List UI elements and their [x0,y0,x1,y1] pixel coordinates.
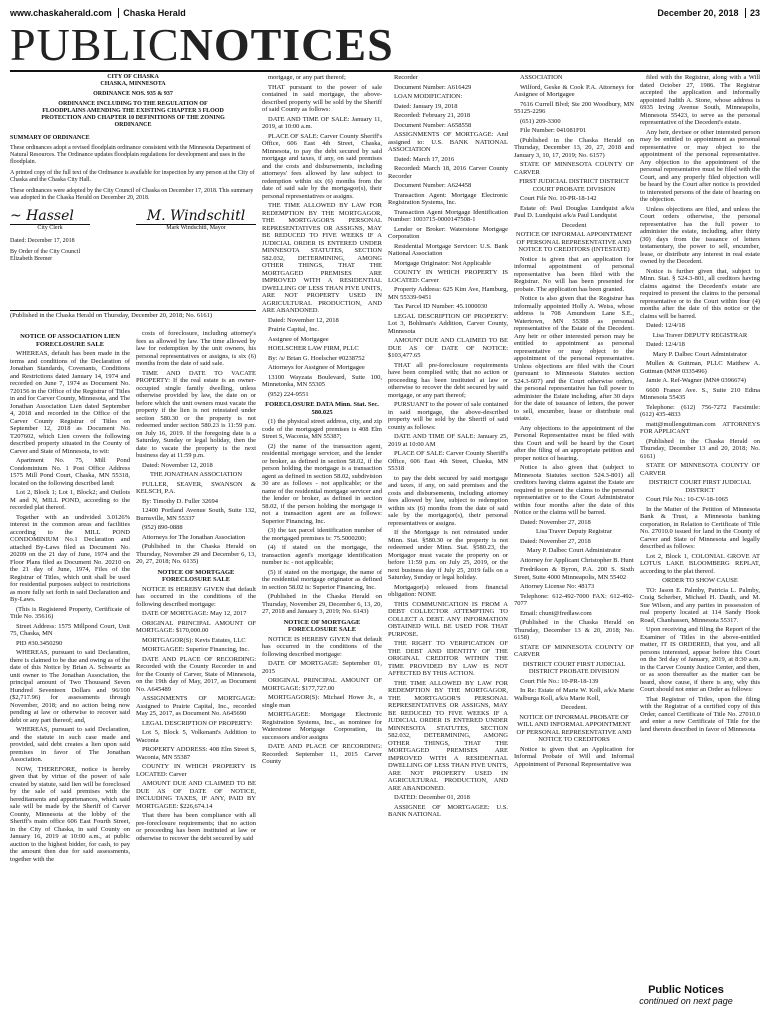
notice-paragraph: DATE AND TIME OF SALE: January 25, 2019 at 10:00 AM [388,433,508,448]
notice-paragraph: Together with an undivided 3.0126% interest in the common areas and facilities according to the MILL POND CONDOMINIUM No.1 Declaration and attached By-Laws filed as Document No. 20209 on the 21 day of June, 1974 and the Floor Plans filed as Document No. 20210 on the 21 day of June, 1974, Files of the Registrar of Titles, which unit shall be used for residential purposes subject to restrictions as more fully set forth in said Declaration and By-Laws. [10,513,130,603]
notice-paragraph: THAT all pre-foreclosure requirements have been complied with; that no action or proceeding has been instituted at law or otherwise to recover the debt secured by said mortgage, or any part thereof; [388,361,508,399]
notice-paragraph: WHEREAS, pursuant to said Declaration, there is claimed to be due and owing as of the date of this Notice by Brian A. Schwartz as unit owner to The Jonathan Association, the principal amount of Two Thousand Seven Hundred Seventeen Dollars and 96/100 ($2,717.96) for assessments through November, 2018; and no action being now pending at law or otherwise to recover said debt or any part thereof; and, [10,649,130,724]
notice-paragraph: STATE OF MINNESOTA COUNTY OF CARVER [514,161,634,176]
ordinance-published: (Published in the Chaska Herald on Thursday, December 20, 2018; No. 6161) [10,312,213,319]
notice-paragraph: NOTICE OF INFORMAL PROBATE OF WILL AND INFORMAL APPOINTMENT OF PERSONAL REPRESENTATIVE AND NOTICE TO CREDITORS [516,713,632,743]
notice-paragraph: PLACE OF SALE: Carver County Sheriff's Office, 606 East 4th Street, Chaska, Minnesota, to pay the debt secured by said mortgage and taxes, if any, on said premises and the costs and disbursements, including attorneys' fees allowed by law subject to redemption within six (6) months from the date of said sale by the mortgagor(s), their personal representatives or assigns. [262,132,382,200]
column-4 [388,74,508,1018]
notice-paragraph: THE TIME ALLOWED BY LAW FOR REDEMPTION BY THE MORTGAGOR, THE MORTGAGOR'S PERSONAL REPRESENTATIVES OR ASSIGNS, MAY BE REDUCED TO FIVE WEEKS IF A JUDICIAL ORDER IS ENTERED UNDER MINNESOTA STATUTES, SECTION 582.032, DETERMINING, AMONG OTHER THINGS, THAT THE MORTGAGED PREMISES ARE IMPROVED WITH A RESIDENTIAL DWELLING OF LESS THAN FIVE UNITS, ARE NOT PROPERTY USED IN AGRICULTURAL PRODUCTION, AND ARE ABANDONED. [262,202,382,314]
notice-paragraph: Dated: 12/4/18 [646,341,685,348]
ordinance-number: ORDINANCE NOS. 935 & 937 [93,91,173,97]
clerk-signature: ~ Hassel [10,208,74,224]
notice-paragraph: matt@mullenguttman.com ATTORNEYS FOR APPLICANT [640,420,760,435]
notice-paragraph: Attorney License No: 48173 [520,583,595,590]
summary-heading: SUMMARY OF ORDINANCE [10,135,90,141]
notice-paragraph: Decedent. [560,704,588,711]
notice-paragraph: mortgage, or any part thereof; [268,74,346,81]
notice-paragraph: 13100 Wayzata Boulevard, Suite 100, Minnetonka, MN 55305 [262,373,382,388]
column-2 [136,330,256,1020]
notice-paragraph: MORTGAGOR(S): Michael Howe Jr., a single man [262,694,382,709]
notice-paragraph: By: /s/ Brian G. Hoelscher #0238752 [268,354,365,362]
clerk-name: Elizabeth Bremer [10,256,53,262]
notice-paragraph: (952) 224-9551 [268,390,309,398]
notice-paragraph: 7616 Currell Blvd; Ste 200 Woodbury, MN 55125-2296 [514,100,634,115]
notice-paragraph: ASSIGNMENTS OF MORTGAGE: Assigned to Prairie Capital, Inc., recorded May 25, 2017, as Document No. A645690 [136,695,256,717]
notice-paragraph: DATE AND PLACE OF RECORDING: Recorded with the County Recorder in and for the County of Carver, State of Minnesota, on the 19th day of May, 2017, as Document No. A645489 [136,655,256,693]
notice-paragraph: Any objections to the appointment of the Personal Representative must be filed with this Court and will be heard by the Court after the filing of an appropriate petition and proper notice of hearing. [514,424,634,462]
notice-paragraph: MORTGAGEE: Superior Financing, Inc. [142,646,250,653]
ordinance-dated: Dated: December 17, 2018 [10,238,75,244]
notice-paragraph: Apartment No. 75, Mill Pond Condominium No. 1 Post Office Address 1575 Mill Pond Court, Chaska, MN 55318, located on the following described land: [10,457,130,487]
notice-paragraph: (Published in the Chaska Herald on Thursday, December 13 & 20, 2018; No. 6158) [514,619,634,641]
notice-paragraph: LEGAL DESCRIPTION OF PROPERTY: [142,719,253,727]
notice-paragraph: Street Address: 1575 Millpond Court, Unit 75, Chaska, MN [10,622,130,637]
notice-paragraph: Mary P. Dalbec Court Administrator [652,350,748,358]
notice-paragraph: (Published in the Chaska Herald on Thursday, December 13 and 20, 2018; No. 6161) [640,437,760,460]
notice-paragraph: Dated: 12/4/18 [646,322,685,329]
notice-paragraph: Mortgage Originator: Not Applicable [394,259,491,267]
notice-paragraph: THE RIGHT TO VERIFICATION OF THE DEBT AND IDENTITY OF THE ORIGINAL CREDITOR WITHIN THE TIME PROVIDED BY LAW IS NOT AFFECTED BY THIS ACTION. [388,640,508,677]
notice-paragraph: Recorder [394,74,418,81]
notice-paragraph: to pay the debt secured by said mortgage and taxes, if any, on said premises and the costs and disbursements, including attorney fees allowed by law, subject to redemption within six (6) months from the date of said sale by the mortgagor(s), their personal representatives or assigns. [388,474,508,527]
notice-paragraph: ORDER TO SHOW CAUSE [662,577,738,584]
notice-paragraph: Notice is also given that the Registrar has informally appointed Holly A. Weiss, whose address is 708 Amundson Lane S.E., Watertown, MN 55388 as personal representative of the Estate of the Decedent. Any heir or other interested person may be entitled to appointment as personal representative or may object to the appointment of the personal representative. Unless objections are filed with the Court (pursuant to Minnesota Statutes section 524.3-607) and the Court otherwise orders, the personal representative has full power to administer the Estate including, after 30 days for the date of issuance of letters, the power to sell, encumber, lease or distribute real estate. [514,295,634,422]
notice-paragraph: Court File No.: 10-CV-18-1065 [646,496,729,503]
notice-paragraph: Transaction Agent: Mortgage Electronic Registration Systems, Inc. [388,191,508,206]
page-number: 23 [749,8,760,18]
notice-paragraph: NOW, THEREFORE, notice is hereby given that by virtue of the power of sale created by statute, said lien will be foreclosed by the sale of said premises with the hereditaments and appurtenances, which said sale will be made by the Sheriff of Carver County, Minnesota at the lobby of the Sheriff's main office 606 East Fourth Street, in the City of Chaska, in said County on January 16, 2019 at 10:00 a.m., at public auction to the highest bidder, for cash, to pay the amount then due for said assessments, together with the [10,765,130,863]
notice-paragraph: AMOUNT DUE AND CLAIMED TO BE DUE AS OF DATE OF NOTICE: $103,477.65 [388,337,508,359]
continued-title: Public Notices [648,984,724,996]
notice-paragraph: Recorded: February 21, 2018 [394,112,471,119]
notice-paragraph: FIRST JUDICIAL DISTRICT DISTRICT COURT PROBATE DIVISION [519,178,629,193]
notice-paragraph: Telephone: (612) 756-7272 Facsimile: (612) 435-4833 [640,403,760,418]
notice-paragraph: Attorney for Applicant Christopher B. Hunt [520,556,634,564]
notice-paragraph: WHEREAS, default has been made in the terms and conditions of the Declaration of Jonathan Standards, Covenants, Conditions and Restrictions dated January 14, 1974 and recorded on June 7, 1974 as Document No. 720156 in the Office of the Registrar of Titles in and for Carver County, Minnesota, and The Jonathan Association Lien dated September 4, 2018 and recorded in the Office of the Carver County Registrar of Titles on September 12, 2018 as Document No. T207602, which Lien covers the following described property situated in the County of Carver and State of Minnesota, to wit: [10,350,130,455]
notice-heading: NOTICE OF MORTGAGE FORECLOSURE SALE [283,618,361,633]
notice-paragraph: PLACE OF SALE: Carver County Sheriff's Office, 606 East 4th Street, Chaska, MN 55318 [388,450,508,472]
notice-paragraph: AMOUNT DUE AND CLAIMED TO BE DUE AS OF DATE OF NOTICE, INCLUDING TAXES, IF ANY, PAID BY MORTGAGEE: $226,674.14 [136,780,256,810]
notice-paragraph: (3) the tax parcel identification number of the mortgaged premises is: 75.5000200; [262,527,382,542]
notice-paragraph: LEGAL DESCRIPTION OF PROPERTY: Lot 3, Bohlman's Addition, Carver County, Minnesota [388,312,508,335]
notice-paragraph: Dated: January 19, 2018 [394,102,458,110]
notice-paragraph: Residential Mortgage Servicer: U.S. Bank National Association [388,242,508,257]
mayor-label: Mark Windschitl, Mayor [136,224,256,232]
notice-paragraph: COUNTY IN WHICH PROPERTY IS LOCATED: Carver [136,763,256,778]
continued-subtitle: continued on next page [639,996,733,1006]
notice-paragraph: Notice is further given that, subject to Minn. Stat. § 524.3-801, all creditors having claims against the Decedent's estate are required to present the claims to the personal representative or to the Court within four (4) months after the date of this notice or the claims will be barred. [640,267,760,320]
notice-paragraph: Wilford, Geske & Cook P.A. Attorneys for Assignee of Mortgagee [514,83,634,98]
notice-paragraph: ASSIGNMENTS OF MORTGAGE: And assigned to: U.S. BANK NATIONAL ASSOCIATION [388,131,508,153]
notice-paragraph: (Published in the Chaska Herald on Thursday, December 13, 20, 27, 2018 and January 3, 10, 17, 2019; No. 6157) [514,136,634,159]
notice-paragraph: Assignee of Mortgagee [268,335,329,343]
notice-paragraph: DISTRICT COURT FIRST JUDICIAL DISTRICT [648,479,752,494]
column-6 [640,74,760,964]
notice-paragraph: COUNTY IN WHICH PROPERTY IS LOCATED: Carver [388,269,508,284]
notice-paragraph: File Number: 041081F01 [520,127,587,134]
notice-paragraph: Document Number: A658558 [394,121,472,129]
by-order: By Order of the City Council [10,249,81,255]
notice-paragraph: Notice is given that an application for informal appointment of personal representative has been filed with the Registrar. No will has been presented for probate. The application has been granted. [514,255,634,293]
notice-paragraph: Lot 2, Block 1; Lot 1, Block2; and Outlots M and N, MILL POND, according to the recorded plat thereof. [10,489,130,511]
masthead [10,20,760,72]
notice-paragraph: TIME AND DATE TO VACATE PROPERTY: If the real estate is an owner-occupied single family dwelling, unless otherwise provided by law, the date on or before which the unit owners must vacate the property if the lien is not reinstated under section 580.30 or the property is not redeemed under section 580.23 is 11:59 p.m. on July 16, 2019. If the foregoing date is a Saturday, Sunday or legal holiday, then the date to vacate the property is the next business day at 11:59 p.m. [136,369,256,459]
notice-paragraph: THIS COMMUNICATION IS FROM A DEBT COLLECTOR ATTEMPTING TO COLLECT A DEBT. ANY INFORMATION OBTAINED WILL BE USED FOR THAT PURPOSE. [388,600,508,638]
header-divider [118,8,119,18]
notice-paragraph: Lender or Broker: Waterstone Mortgage Corporation [388,225,508,240]
notice-heading: NOTICE OF MORTGAGE FORECLOSURE SALE [157,568,235,583]
notice-paragraph: ORIGINAL PRINCIPAL AMOUNT OF MORTGAGE: $177,727.00 [262,677,382,692]
ordinance-notice [10,74,256,302]
notice-paragraph: Dated: November 27, 2018 [520,537,591,545]
paper-name: Chaska Herald [123,8,186,18]
notice-paragraph: (This is Registered Property, Certificate of Title No. 35616) [10,605,130,620]
column-1 [10,330,130,1020]
notice-paragraph: Property Address: 625 Kim Ave, Hamburg, MN 55339-9451 [388,286,508,301]
notice-paragraph: Any heir, devisee or other interested person may be entitled to appointment as personal representative or may object to the appointment of the personal representative. Any objection to the appointment of the personal representative must be filed with the Court, and any properly filed objection will be heard by the Court after notice is provided to interested persons of the date of hearing on the objection. [640,128,760,203]
notice-paragraph: Notice is also given that (subject to Minnesota Statutes section 524.3-801) all creditors having claims against the Estate are required to present the claims to the personal representative or to the Court Administrator within four months after the date of this Notice or the claims will be barred. [514,464,634,516]
notice-paragraph: Fredrikson & Byron, P.A. 200 S. Sixth Street, Suite 4000 Minneapolis, MN 55402 [514,566,634,581]
notice-paragraph: NOTICE IS HEREBY GIVEN that default has occurred in the conditions of the following described mortgage: [262,635,382,658]
notice-paragraph: MORTGAGOR(S): Kevis Estates, LLC [142,636,246,644]
notice-paragraph: NOTICE OF INFORMAL APPOINTMENT OF PERSONAL REPRESENTATIVE AND NOTICE TO CREDITORS (INTESTATE) [515,231,633,253]
title-part1: PUBLIC [10,19,180,70]
notice-paragraph: Dated: November 12, 2018 [268,316,339,324]
notice-paragraph: DATE AND TIME OF SALE: January 11, 2019, at 10:00 a.m. [262,115,382,130]
copy-text: A printed copy of the full text of the Ordinance is available for inspection by any person at the City of Chaska and the Chaska City Hall. [10,170,255,183]
summary-text: These ordinances adopt a revised floodplain ordinance consistent with the Minnesota Department of Natural Resources. The Ordinance updates floodplain regulations for development and uses in the floodplain. [10,145,251,165]
notice-paragraph: DATE AND PLACE OF RECORDING: Recorded: September 11, 2015 Carver County [262,743,382,765]
notice-paragraph: Transaction Agent Mortgage Identification Number: 1003715-0000147508-1 [388,208,508,223]
notice-paragraph: THE JONATHAN ASSOCIATION [149,471,243,478]
notice-paragraph: DATE OF MORTGAGE: September 01, 2015 [262,660,382,675]
notice-paragraph: HOELSCHER LAW FIRM, PLLC [268,345,359,352]
notice-paragraph: DATE OF MORTGAGE: May 12, 2017 [142,610,247,617]
notice-paragraph: DATED: December 01, 2018 [394,794,470,801]
notice-paragraph: STATE OF MINNESOTA COUNTY OF CARVER [640,462,760,477]
notice-paragraph: THE TIME ALLOWED BY LAW FOR REDEMPTION BY THE MORTGAGOR, THE MORTGAGOR'S PERSONAL REPRESENTATIVES OR ASSIGNS, MAY BE REDUCED TO FIVE WEEKS IF A JUDICIAL ORDER IS ENTERED UNDER MINNESOTA STATUTES, SECTION 582.032, DETERMINING, AMONG OTHER THINGS, THAT THE MORTGAGED PREMISES ARE IMPROVED WITH A RESIDENTIAL DWELLING OF LESS THAN FIVE UNITS, ARE NOT PROPERTY USED IN AGRICULTURAL PRODUCTION, AND ARE ABANDONED. [388,679,508,792]
issue-date: December 20, 2018 [657,8,739,18]
ordinance-city: CITY OF CHASKA [107,74,159,80]
notice-paragraph: Lisa Traver Deputy Registrar [535,528,612,535]
notice-paragraph: In the Matter of the Petition of Minnesota Bank & Trust, a Minnesota banking corporation, in Relation to Certificate of Title No. 27010.0 issued for land in the County of Carver and State of Minnesota and legally described as follows: [640,505,760,550]
mayor-signature: M. Windschitl [146,208,246,224]
notice-paragraph: LOAN MODIFICATION: [394,93,463,100]
notice-paragraph: That Registrar of Titles, upon the filing with the Registrar of a certified copy of this Order, cancel Certificate of Title No. 27010.0 and enter a new Certificate of Title for the land therein described in favor of Minnesota [640,695,760,733]
adopted-text: These ordinances were adopted by the City Council of Chaska on December 17, 2018. This summary was adopted in the Chaska Herald on December 20, 2018. [10,188,254,201]
notice-paragraph: Upon receiving and filing the Report of the Examiner of Titles in the above-entitled matter, IT IS ORDERED, that you, and all persons interested, appear before this Court on the 3rd day of January, 2019, at 8:30 a.m. in the Carver County Justice Center, and then, or as soon thereafter as the matter can be heard, show cause, if there is any, why this Court should not enter an Order as follows: [640,626,760,693]
notice-paragraph: (651) 209-3300 [520,117,561,125]
notice-paragraph: Document Number: A616429 [394,83,472,91]
notice-paragraph: (952) 890-0888 [142,524,183,531]
notice-paragraph: DISTRICT COURT FIRST JUDICIAL DISTRICT PROBATE DIVISION [522,660,626,675]
notice-paragraph: Mortgagor(s) released from financial obligation: NONE [388,583,508,598]
notice-paragraph: FULLER, SEAVER, SWANSON & KELSCH, P.A. [136,480,256,495]
notice-paragraph: Document Number: A624458 [394,182,472,189]
notice-paragraph: Recorded: March 18, 2016 Carver County Recorder [388,165,508,180]
notice-paragraph: Dated: November 27, 2018 [520,518,591,526]
title-part2: NOTICES [179,19,394,70]
notice-paragraph: Prairie Capital, Inc. [268,326,319,333]
notice-paragraph: If the Mortgage is not reinstated under Minn. Stat. §580.30 or the property is not redeemed under Minn. Stat. §580.23, the Mortgagor must vacate the property on or before 11:59 p.m. on July 25, 2019, or the next business day if July 25, 2019 falls on a Saturday, Sunday or legal holiday. [388,529,508,581]
notice-paragraph: Dated: November 12, 2018 [142,461,213,469]
site-url: www.chaskaherald.com [10,8,112,18]
notice-paragraph: Decedent [561,221,587,229]
notice-paragraph: By: Timothy D. Fuller 32694 [142,497,219,505]
notice-paragraph: (4) if stated on the mortgage, the transaction agent's mortgage identification number is: - not applicable; [262,544,382,566]
notice-paragraph: PURSUANT to the power of sale contained in said mortgage, the above-described property will be sold by the Sheriff of said county as follows: [388,401,508,431]
notice-paragraph: STATE OF MINNESOTA COUNTY OF CARVER [514,643,634,658]
notice-paragraph: Lisa Traver DEPUTY REGISTRAR [652,331,748,339]
notice-paragraph: Lot 5, Block 5, Volkenant's Addition to Waconia [136,729,256,744]
notice-paragraph: WHEREAS, pursuant to said Declaration, and the statute in such case made and provided, said debt creates a lien upon said premises in favor of The Jonathan Association. [10,726,130,763]
notice-paragraph: Estate of: Paul Douglas Lundquist a/k/a Paul D. Lundquist a/k/a Paul Lundquist [514,204,634,219]
notice-paragraph: Mullen & Guttman, PLLC Matthew A. Guttman (MN# 0335496) [640,360,760,375]
notice-paragraph: TO: Jason E. Palmby, Patricia L. Palmby, Craig Scherber, Michael H. Dauth, and M. Sue Wilson, and any parties in possession of real property located at 114 Sandy Hook Road, Chanhassen, Minnesota 55317. [640,586,760,624]
header-divider [745,8,746,18]
notice-paragraph: THAT pursuant to the power of sale contained in said mortgage, the above-described property will be sold by the Sheriff of said County as follows: [262,83,382,113]
notice-paragraph: That there has been compliance with all pre-foreclosure requirements; that no action or proceeding has been instituted at law or otherwise to recover the debt secured by said [136,812,256,842]
column-5 [514,74,634,1018]
notice-paragraph: 12400 Portland Avenue South, Suite 132, Burnsville, MN 55337 [136,507,256,522]
notice-paragraph: In Re: Estate of Marie W. Koll, a/k/a Marie Walburga Koll, a/k/a Marie Koll, [514,687,634,702]
notice-paragraph: ASSOCIATION [520,74,563,81]
notice-heading: NOTICE OF ASSOCIATION LIEN FORECLOSURE SALE [20,333,120,348]
notice-paragraph: Notice is given that an Application for Informal Probate of Will and Informal Appointment of Personal Representative was [514,745,634,768]
notice-paragraph: PID #30.3450290 [16,639,63,647]
notice-paragraph: Attorneys for The Jonathan Association [142,533,246,541]
notice-paragraph: Jamie A. Ref-Wagner (MN# 0396674) [646,377,747,384]
attest-label: City Clerk [10,224,90,232]
notice-paragraph: (Published in the Chaska Herald on Thursday, November 29 and December 6, 13, 20, 27, 2018; No. 6135) [136,543,256,565]
notice-paragraph: Lot 2, Block 1, COLONIAL GROVE AT LOTUS LAKE BLOOMBERG REPLAT, according to the plat thereof. [640,552,760,575]
notice-paragraph: Mary P. Dalbec Court Administrator [526,547,622,554]
notice-paragraph: Tax Parcel ID Number: 45.1000030 [394,303,488,310]
ordinance-rule [10,310,256,311]
notice-paragraph: (Published in the Chaska Herald on Thursday, November 29, December 6, 13, 20, 27, 2018 and January 3, 2019; No. 6143) [262,593,382,615]
notice-paragraph: Unless objections are filed, and unless the Court orders otherwise, the personal representative has the full power to administer the estate, including, after thirty (30) days from the issuance of letters testamentary, the power to sell, encumber, lease, or distribute any interest in real estate owned by the Decedent. [640,205,760,265]
continued-box [612,984,760,1006]
notice-paragraph: PROPERTY ADDRESS: 408 Elm Street S, Waconia, MN 55387 [136,746,256,761]
notice-paragraph: filed with the Registrar, along with a Will dated October 27, 1986. The Registrar accepted the application and informally appointed Judith A. Stone, whose address is 6935 Irving Avenue South, Minneapolis, Minnesota 55423, to serve as the personal representative of the Decedent's estate. [640,74,760,126]
notice-paragraph: (1) the physical street address, city, and zip code of the mortgaged premises is 408 Elm Street S, Waconia, MN 55387; [262,418,382,440]
notice-paragraph: Court File No.: 10-PR-18-139 [520,677,599,685]
notice-paragraph: Court File No. 10-PR-18-142 [520,195,597,202]
notice-paragraph: (5) if stated on the mortgage, the name of the residential mortgage originator as defined in section 58.02 is: Superior Financing, Inc. [262,568,382,591]
notice-paragraph: ORIGINAL PRINCIPAL AMOUNT OF MORTGAGE: $170,000.00 [136,619,256,634]
notice-paragraph: Telephone: 612-492-7000 FAX: 612-492-7077 [514,592,634,607]
notice-heading: FORECLOSURE DATA Minn. Stat. Sec. 580.025 [265,401,379,416]
notice-paragraph: costs of foreclosure, including attorney's fees as allowed by law. The time allowed by law for redemption by the unit owners, his personal representatives or assigns, is six (6) months from the date of said sale. [136,330,256,367]
notice-paragraph: ASSIGNEE OF MORTGAGEE: U.S. BANK NATIONAL [388,803,508,818]
notice-paragraph: MORTGAGEE: Mortgage Electronic Registration Systems, Inc., as nominee for Waterstone Mortgage Corporation, its successors and/or assigns [262,711,382,741]
section-title [10,20,760,70]
notice-paragraph: Dated: March 17, 2016 [394,155,455,163]
notice-paragraph: (2) the name of the transaction agent, residential mortgage servicer, and the lender or broker, as defined in section 58.02, if the person holding the mortgage is a transaction agent as defined in section 58.02, subdivision 30 are as follows - not applicable; or the name of the residential mortgage servicer and the lender or broker, as defined in section 58.02, if the person holding the mortgage is not a transaction agent are as follows: Superior Financing, Inc. [262,442,382,525]
notice-paragraph: Email: chunt@fredlaw.com [520,609,592,617]
ordinance-title: ORDINANCE INCLUDING TO THE REGULATION OF FLOODPLAINS AMENDING THE EXISTING CHAPTER 3 FLOOD PROTECTION AND CHAPTER 10 DEFINITIONS OF THE ZONING ORDINANCE [41,101,225,128]
notice-paragraph: Attorneys for Assignee of Mortgagee [268,364,365,371]
column-3 [262,74,382,1018]
ordinance-county: CHASKA, MINNESOTA [100,81,166,87]
notice-paragraph: 6600 France Ave. S., Suite 210 Edina Minnesota 55435 [640,386,760,401]
notice-paragraph: NOTICE IS HEREBY GIVEN that default has occurred in the conditions of the following described mortgage: [136,585,256,608]
